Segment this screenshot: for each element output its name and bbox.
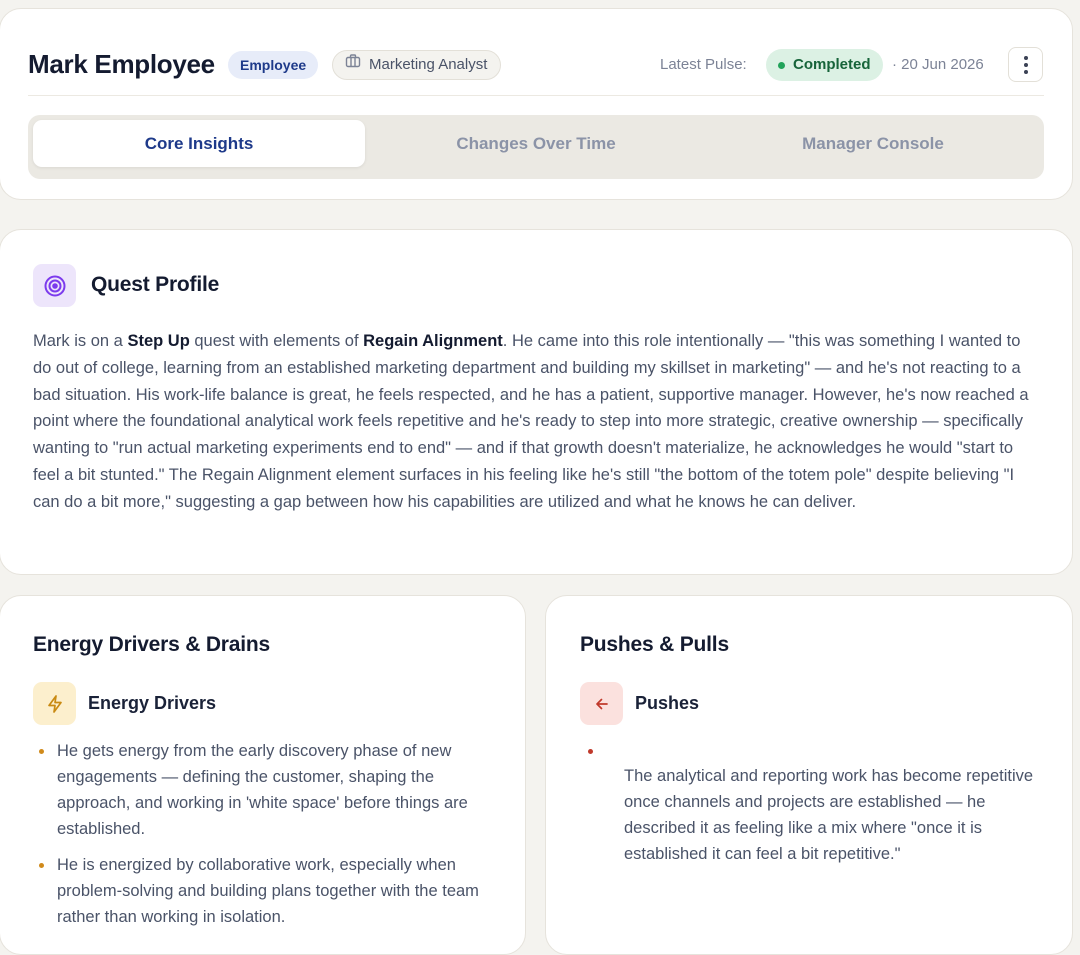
more-vertical-icon (1024, 56, 1028, 60)
tab-core-insights[interactable]: Core Insights (33, 120, 365, 167)
list-item: He is energized by collaborative work, especially when problem-solving and building plans together with the team rather than working in isolation. (33, 852, 503, 930)
job-title-text: Marketing Analyst (369, 56, 488, 73)
tab-changes-over-time[interactable]: Changes Over Time (456, 133, 616, 153)
energy-card (0, 595, 526, 955)
energy-drivers-title: Energy Drivers (88, 693, 217, 713)
target-icon (33, 264, 76, 307)
list-item: The analytical and reporting work has become repetitive once channels and projects are established — he described it as feeling like a mix where "once it is established it can feel a bit repetitive." (624, 767, 1034, 863)
pushes-title: Pushes (635, 693, 700, 713)
energy-drivers-list (33, 738, 503, 940)
more-vertical-icon-dot (1024, 70, 1028, 74)
briefcase-icon (345, 51, 361, 79)
pushes-pulls-card (545, 595, 1073, 955)
status-text: Completed (793, 56, 871, 73)
job-title-badge (332, 50, 501, 80)
employee-header-card (0, 8, 1073, 200)
quest-profile-text (33, 328, 1038, 516)
latest-pulse-label: Latest Pulse: (660, 56, 747, 73)
more-options-button[interactable] (1008, 47, 1043, 82)
pulse-date: · 20 Jun 2026 (892, 56, 984, 73)
quest-profile-title: Quest Profile (91, 273, 220, 296)
more-vertical-icon-dot (1024, 63, 1028, 67)
energy-title: Energy Drivers & Drains (33, 633, 271, 656)
insight-tabs (28, 115, 1044, 179)
role-badge: Employee (228, 51, 318, 79)
header-divider (28, 95, 1044, 96)
quest-mid: quest with elements of (189, 332, 364, 350)
employee-name: Mark Employee (28, 49, 215, 79)
status-badge (766, 49, 883, 81)
lightning-icon (33, 682, 76, 725)
pushes-pulls-title: Pushes & Pulls (580, 633, 729, 656)
quest-intro: Mark is on a (33, 332, 128, 350)
quest-profile-card (0, 229, 1073, 575)
quest-body: . He came into this role intentionally — "this was something I wanted to do out of college, learning from an established marketing department and building my skillset in marketing" — and he's not reacting to a bad situation. His work-life balance is great, he feels respected, and he has a patient, supportive manager. However, he's now reached a point where the foundational analytical work feels repetitive and he's ready to step into more strategic, creative ownership — specifically wanting to "run actual marketing experiments end to end" — and if that growth doesn't materialize, he acknowledges he would "start to feel a bit stunted." The Regain Alignment element surfaces in his feeling like he's still "the bottom of the totem pole" despite believing "I can do a bit more," suggesting a gap between how his capabilities are utilized and what he knows he can deliver. (33, 332, 1029, 511)
status-dot-icon (778, 62, 785, 69)
tab-manager-console[interactable]: Manager Console (802, 133, 944, 153)
bullet-icon (588, 749, 593, 754)
list-item: He gets energy from the early discovery phase of new engagements — defining the customer, shaping the approach, and working in 'white space' before things are established. (33, 738, 503, 842)
quest-secondary: Regain Alignment (363, 332, 503, 350)
arrow-left-icon (580, 682, 623, 725)
quest-primary: Step Up (127, 332, 190, 350)
